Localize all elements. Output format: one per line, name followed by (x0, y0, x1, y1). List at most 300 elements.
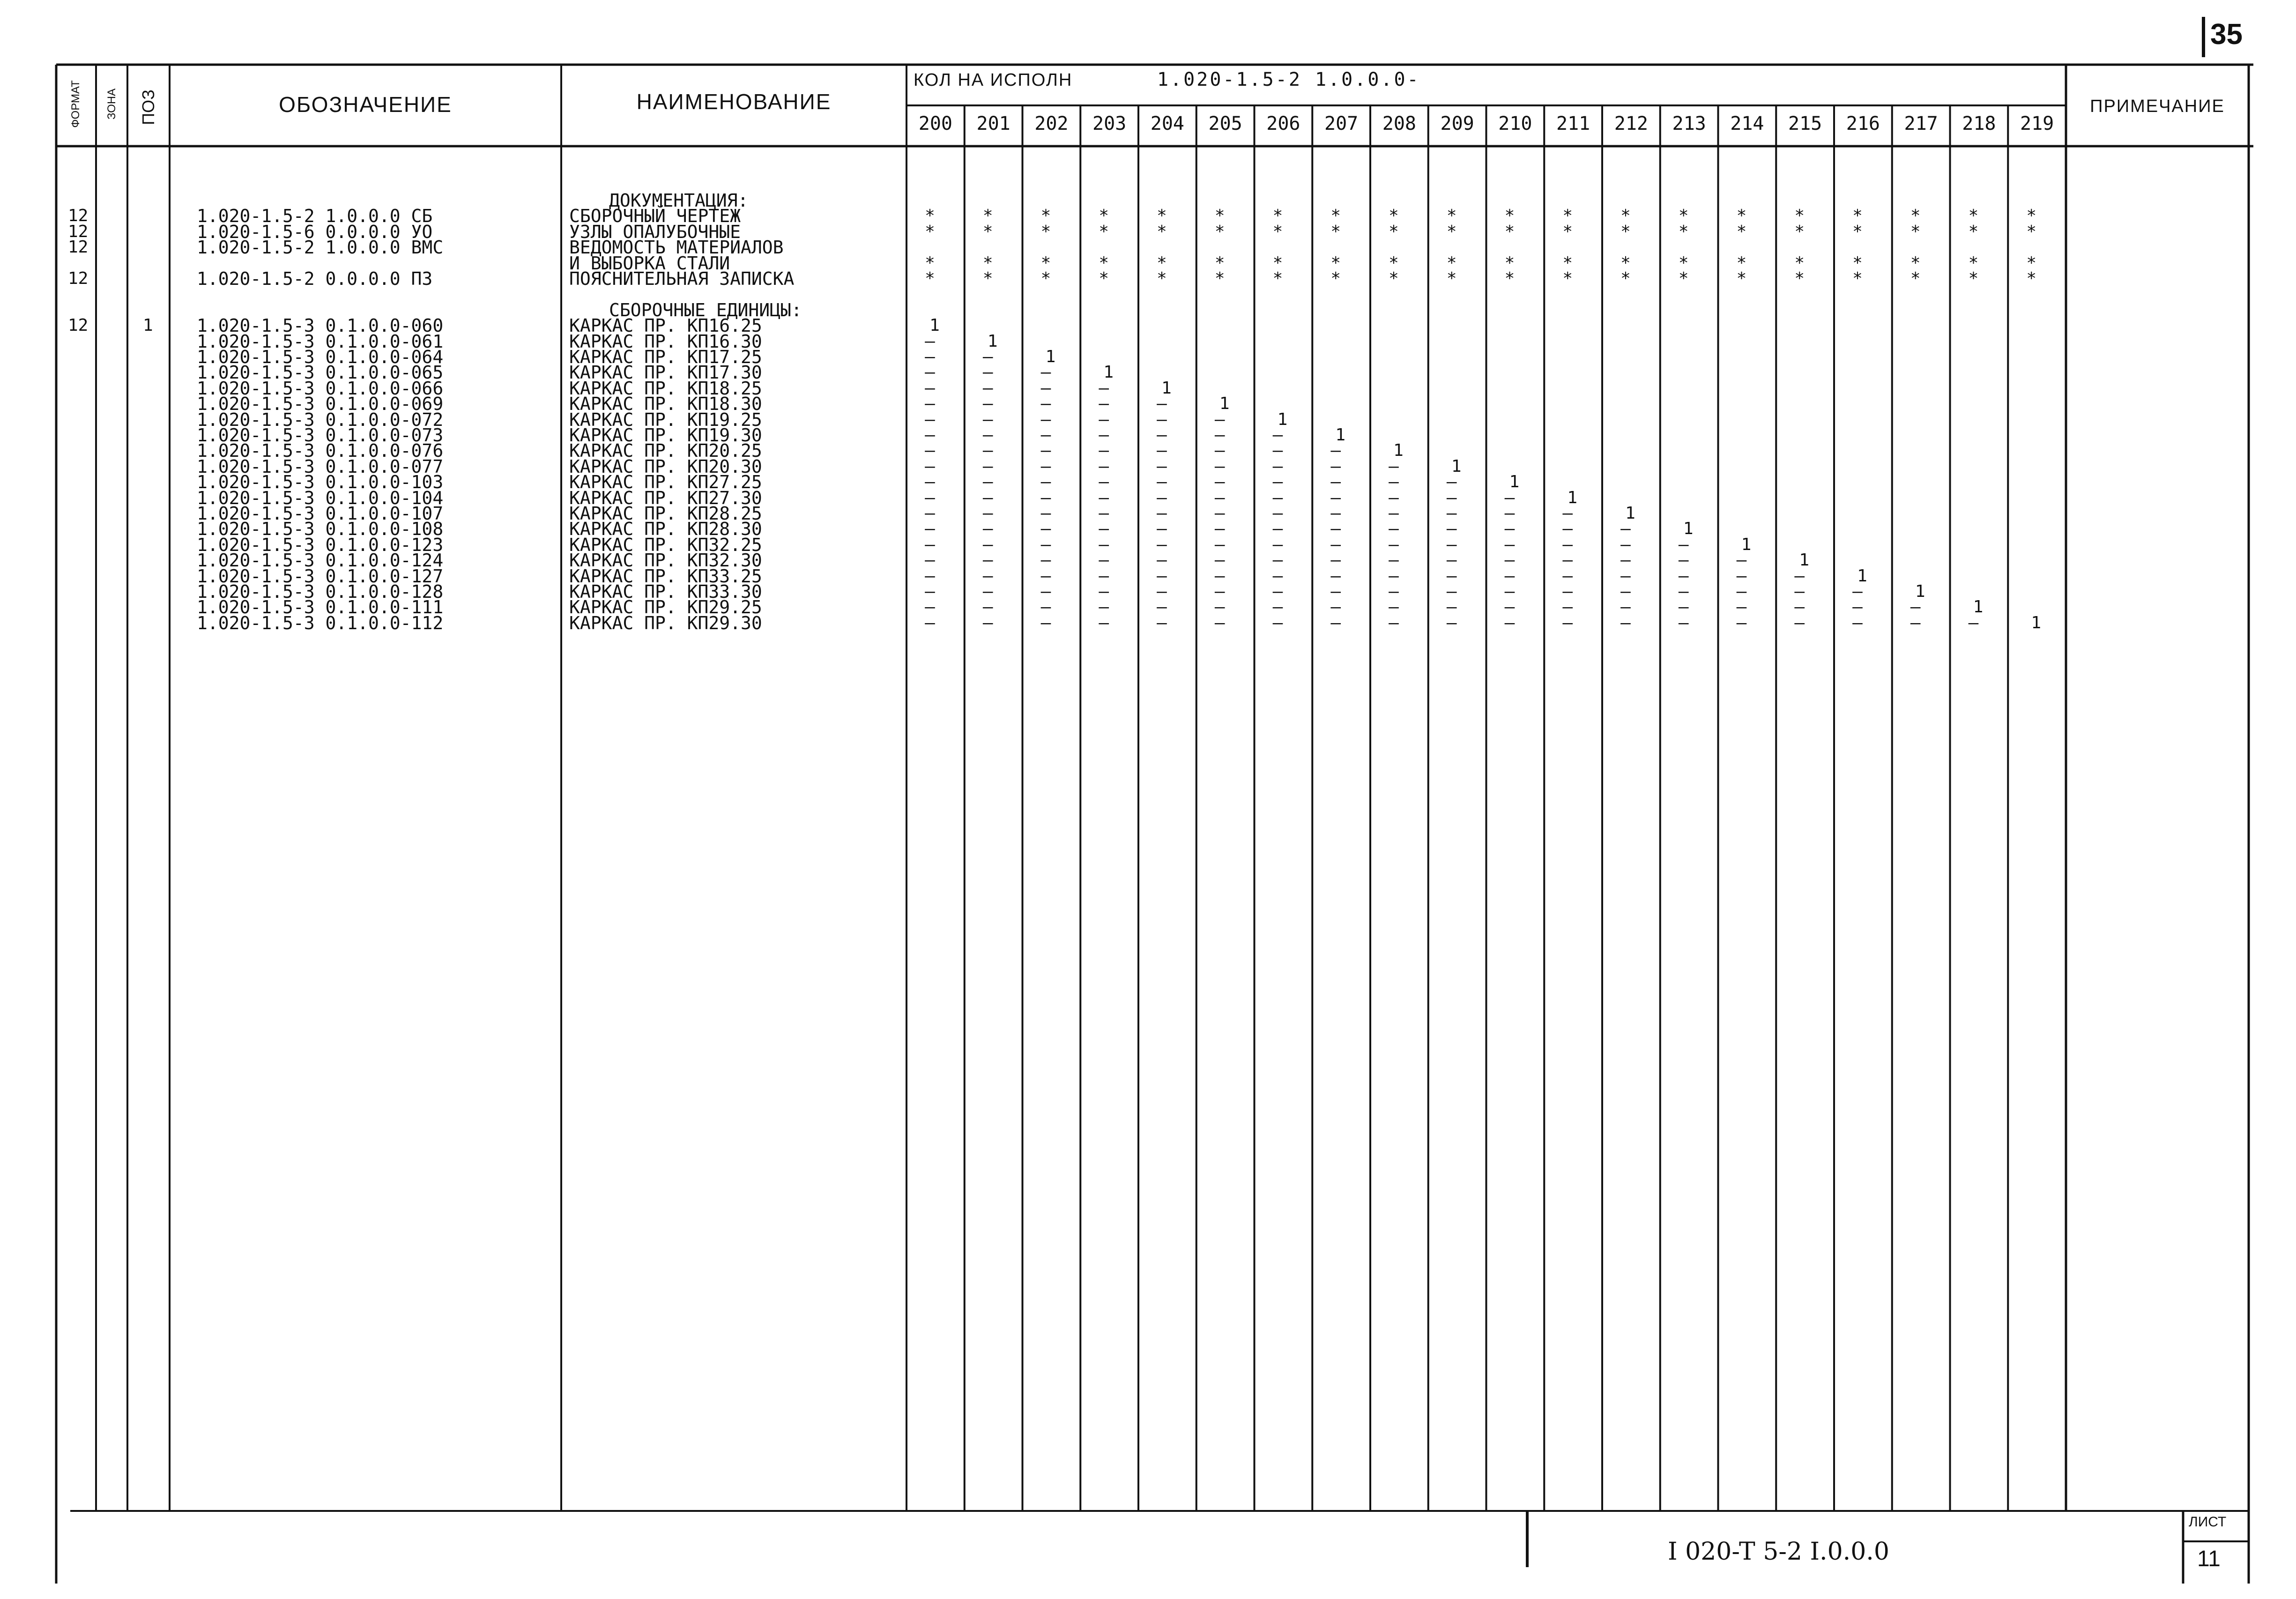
qty-cell: – (1330, 535, 1341, 554)
qty-cell: – (1620, 566, 1631, 586)
qty-cell: – (1040, 582, 1051, 601)
row-name: КАРКАС ПР. КП16.25 (569, 315, 762, 336)
variant-header-216: 216 (1846, 113, 1880, 134)
qty-cell: * (1040, 253, 1051, 273)
qty-cell: – (1272, 519, 1283, 539)
qty-cell: – (1446, 566, 1457, 586)
qty-cell: – (1620, 597, 1631, 617)
qty-cell: – (1040, 504, 1051, 523)
qty-cell: – (1678, 613, 1689, 632)
qty-cell: – (1504, 566, 1515, 586)
qty-cell: – (982, 409, 993, 429)
qty-cell: – (1562, 504, 1573, 523)
qty-cell: – (1040, 550, 1051, 570)
qty-cell: – (1446, 488, 1457, 507)
qty-cell: – (1330, 472, 1341, 492)
qty-cell: – (982, 550, 993, 570)
qty-cell: * (1736, 269, 1747, 288)
qty-cell: – (1794, 613, 1805, 632)
row-name: КАРКАС ПР. КП28.25 (569, 503, 762, 524)
row-name: КАРКАС ПР. КП29.30 (569, 612, 762, 633)
qty-cell: * (1040, 222, 1051, 241)
qty-cell: – (1099, 409, 1109, 429)
qty-cell: * (1678, 222, 1689, 241)
row-designation: 1.020-1.5-3 0.1.0.0-065 (197, 362, 444, 383)
variant-header-211: 211 (1556, 113, 1590, 134)
qty-cell: – (1504, 613, 1515, 632)
qty-cell: – (1157, 504, 1167, 523)
qty-cell: – (1157, 409, 1167, 429)
qty-cell: – (925, 597, 935, 617)
qty-cell: * (1620, 206, 1631, 226)
qty-cell: – (1330, 456, 1341, 476)
qty-cell: – (925, 582, 935, 601)
qty-cell: – (925, 363, 935, 382)
qty-cell: – (1157, 425, 1167, 445)
qty-cell: – (1214, 535, 1225, 554)
qty-cell: – (1040, 425, 1051, 445)
qty-cell: – (1389, 504, 1399, 523)
qty-cell: – (1910, 613, 1921, 632)
qty-cell: 1 (1741, 535, 1752, 554)
qty-cell: – (1504, 535, 1515, 554)
qty-cell: – (1099, 441, 1109, 461)
qty-cell: – (925, 613, 935, 632)
qty-cell: – (1446, 582, 1457, 601)
qty-cell: * (1157, 269, 1167, 288)
qty-cell: – (1562, 613, 1573, 632)
qty-cell: – (1214, 472, 1225, 492)
qty-cell: – (1446, 613, 1457, 632)
qty-cell: – (1040, 378, 1051, 398)
qty-cell: * (982, 222, 993, 241)
qty-cell: – (1214, 566, 1225, 586)
qty-cell: – (1620, 582, 1631, 601)
row-designation: 1.020-1.5-2 0.0.0.0 ПЗ (197, 268, 433, 289)
qty-cell: – (1214, 597, 1225, 617)
qty-cell: * (1214, 222, 1225, 241)
qty-cell: – (1214, 441, 1225, 461)
qty-cell: – (1040, 566, 1051, 586)
row-name: КАРКАС ПР. КП19.25 (569, 409, 762, 430)
qty-cell: – (1272, 597, 1283, 617)
row-name: КАРКАС ПР. КП29.25 (569, 597, 762, 618)
qty-cell: – (982, 363, 993, 382)
row-name: УЗЛЫ ОПАЛУБОЧНЫЕ (569, 221, 741, 242)
qty-cell: * (2026, 253, 2037, 273)
qty-cell: – (1157, 550, 1167, 570)
qty-cell: – (1852, 597, 1863, 617)
qty-cell: – (982, 566, 993, 586)
qty-cell: – (1678, 597, 1689, 617)
qty-cell: * (1968, 269, 1979, 288)
qty-cell: * (925, 269, 935, 288)
qty-cell: * (1389, 222, 1399, 241)
row-name: ВЕДОМОСТЬ МАТЕРИАЛОВ (569, 237, 784, 258)
qty-cell: * (1852, 222, 1863, 241)
qty-cell: – (1446, 597, 1457, 617)
qty-cell: * (1852, 269, 1863, 288)
row-designation: 1.020-1.5-3 0.1.0.0-123 (197, 534, 444, 555)
row-pos: 1 (143, 316, 153, 335)
qty-cell: – (1389, 566, 1399, 586)
row-designation: 1.020-1.5-3 0.1.0.0-108 (197, 519, 444, 540)
row-designation: 1.020-1.5-3 0.1.0.0-066 (197, 378, 444, 399)
col-name-header: НАИМЕНОВАНИЕ (636, 89, 832, 114)
qty-cell: * (1389, 253, 1399, 273)
qty-cell: * (1620, 253, 1631, 273)
variant-header-201: 201 (976, 113, 1011, 134)
qty-cell: * (1272, 253, 1283, 273)
qty-cell: – (1389, 582, 1399, 601)
row-designation: 1.020-1.5-3 0.1.0.0-124 (197, 550, 444, 571)
qty-cell: – (1446, 504, 1457, 523)
qty-cell: 1 (1973, 597, 1984, 617)
row-name: КАРКАС ПР. КП32.30 (569, 550, 762, 571)
qty-cell: * (1794, 206, 1805, 226)
qty-cell: – (1678, 582, 1689, 601)
qty-cell: * (1562, 269, 1573, 288)
row-name: КАРКАС ПР. КП27.30 (569, 487, 762, 508)
row-designation: 1.020-1.5-3 0.1.0.0-060 (197, 315, 444, 336)
qty-cell: – (1620, 519, 1631, 539)
qty-cell: – (1389, 597, 1399, 617)
qty-cell: – (982, 535, 993, 554)
qty-cell: 1 (1335, 425, 1346, 445)
qty-cell: 1 (1451, 456, 1462, 476)
qty-cell: – (1157, 566, 1167, 586)
qty-cell: – (1330, 582, 1341, 601)
qty-cell: 1 (1219, 394, 1230, 414)
qty-cell: – (982, 488, 993, 507)
qty-cell: – (1504, 488, 1515, 507)
qty-cell: – (1272, 566, 1283, 586)
row-designation: 1.020-1.5-6 0.0.0.0 УО (197, 221, 433, 242)
qty-cell: – (1330, 566, 1341, 586)
qty-cell: 1 (2031, 613, 2042, 632)
row-name: КАРКАС ПР. КП17.30 (569, 362, 762, 383)
qty-cell: * (2026, 222, 2037, 241)
qty-cell: – (1330, 597, 1341, 617)
qty-cell: * (1214, 253, 1225, 273)
qty-cell: 1 (1161, 378, 1172, 398)
row-designation: 1.020-1.5-3 0.1.0.0-076 (197, 440, 444, 461)
qty-cell: – (1620, 613, 1631, 632)
qty-cell: – (1852, 613, 1863, 632)
qty-cell: – (925, 409, 935, 429)
variant-header-202: 202 (1034, 113, 1069, 134)
qty-cell: – (1504, 582, 1515, 601)
qty-cell: – (1330, 504, 1341, 523)
qty-cell: 1 (1045, 347, 1056, 366)
sheet-label: ЛИСТ (2189, 1514, 2227, 1530)
qty-cell: * (982, 206, 993, 226)
qty-cell: * (925, 206, 935, 226)
qty-cell: * (1736, 222, 1747, 241)
qty-cell: * (1852, 206, 1863, 226)
qty-cell: – (925, 378, 935, 398)
qty-cell: * (1272, 206, 1283, 226)
qty-cell: – (1389, 472, 1399, 492)
row-name: КАРКАС ПР. КП16.30 (569, 331, 762, 352)
qty-cell: – (1157, 441, 1167, 461)
row-name: СБОРОЧНЫЙ ЧЕРТЕЖ (569, 206, 741, 227)
qty-cell: * (1040, 206, 1051, 226)
qty-cell: * (1794, 269, 1805, 288)
qty-cell: – (1736, 613, 1747, 632)
qty-cell: – (1157, 488, 1167, 507)
qty-cell: – (1620, 535, 1631, 554)
qty-cell: 1 (1393, 441, 1404, 461)
variant-header-219: 219 (2020, 113, 2054, 134)
qty-cell: – (1040, 456, 1051, 476)
qty-cell: – (1272, 472, 1283, 492)
qty-cell: * (1040, 269, 1051, 288)
col-pos-header: ПОЗ (139, 89, 158, 125)
qty-cell: * (1446, 206, 1457, 226)
qty-cell: – (1040, 597, 1051, 617)
row-name: КАРКАС ПР. КП17.25 (569, 347, 762, 367)
row-designation: 1.020-1.5-3 0.1.0.0-127 (197, 565, 444, 587)
section-heading: СБОРОЧНЫЕ ЕДИНИЦЫ: (609, 299, 802, 320)
row-name: КАРКАС ПР. КП19.30 (569, 425, 762, 446)
qty-cell: – (1040, 441, 1051, 461)
qty-cell: * (1968, 222, 1979, 241)
qty-cell: – (982, 472, 993, 492)
qty-cell: * (1389, 206, 1399, 226)
qty-cell: – (925, 472, 935, 492)
qty-cell: – (1562, 535, 1573, 554)
row-name: КАРКАС ПР. КП18.30 (569, 394, 762, 415)
qty-cell: – (925, 519, 935, 539)
row-name: КАРКАС ПР. КП33.30 (569, 581, 762, 602)
qty-cell: – (1040, 394, 1051, 414)
qty-cell: – (1272, 488, 1283, 507)
qty-cell: – (982, 597, 993, 617)
qty-cell: – (1736, 550, 1747, 570)
qty-cell: – (1330, 613, 1341, 632)
qty-cell: – (1157, 582, 1167, 601)
qty-cell: – (1389, 613, 1399, 632)
qty-cell: * (1910, 269, 1921, 288)
qty-cell: – (1446, 535, 1457, 554)
qty-cell: * (1562, 222, 1573, 241)
qty-cell: – (1099, 378, 1109, 398)
page-number: 35 (2210, 18, 2243, 51)
qty-cell: – (1157, 519, 1167, 539)
qty-cell: – (1214, 504, 1225, 523)
qty-cell: * (1214, 206, 1225, 226)
row-designation: 1.020-1.5-3 0.1.0.0-061 (197, 331, 444, 352)
qty-cell: – (1794, 582, 1805, 601)
row-name: КАРКАС ПР. КП20.25 (569, 440, 762, 461)
col-note-header: ПРИМЕЧАНИЕ (2090, 97, 2225, 116)
qty-cell: – (1214, 550, 1225, 570)
qty-cell: – (1272, 441, 1283, 461)
row-name: КАРКАС ПР. КП20.30 (569, 456, 762, 477)
qty-cell: – (1272, 504, 1283, 523)
row-name: И ВЫБОРКА СТАЛИ (569, 253, 730, 274)
qty-cell: – (1099, 425, 1109, 445)
qty-cell: * (982, 253, 993, 273)
qty-cell: – (1562, 550, 1573, 570)
qty-cell: – (1099, 613, 1109, 632)
qty-cell: – (1099, 472, 1109, 492)
row-name: КАРКАС ПР. КП28.30 (569, 519, 762, 540)
qty-cell: * (1620, 222, 1631, 241)
qty-cell: * (1504, 222, 1515, 241)
qty-cell: – (1678, 550, 1689, 570)
qty-cell: – (982, 347, 993, 366)
qty-cell: 1 (1625, 504, 1635, 523)
qty-cell: – (1678, 535, 1689, 554)
qty-cell: – (925, 441, 935, 461)
qty-cell: 1 (1857, 566, 1867, 586)
row-format: 12 (68, 222, 89, 241)
qty-cell: – (925, 504, 935, 523)
qty-cell: * (1330, 253, 1341, 273)
row-designation: 1.020-1.5-3 0.1.0.0-069 (197, 394, 444, 415)
qty-cell: – (1099, 582, 1109, 601)
qty-cell: – (1099, 519, 1109, 539)
qty-cell: * (1330, 206, 1341, 226)
qty-cell: – (1736, 582, 1747, 601)
qty-cell: – (1272, 550, 1283, 570)
qty-cell: * (1678, 253, 1689, 273)
qty-cell: 1 (1277, 409, 1288, 429)
qty-cell: * (1099, 253, 1109, 273)
qty-cell: – (1330, 441, 1341, 461)
qty-cell: – (1157, 535, 1167, 554)
qty-cell: – (1389, 488, 1399, 507)
qty-cell: * (1446, 222, 1457, 241)
qty-cell: * (1214, 269, 1225, 288)
qty-cell: – (925, 425, 935, 445)
row-designation: 1.020-1.5-3 0.1.0.0-107 (197, 503, 444, 524)
row-designation: 1.020-1.5-3 0.1.0.0-072 (197, 409, 444, 430)
qty-cell: – (982, 504, 993, 523)
qty-cell: – (1040, 409, 1051, 429)
row-designation: 1.020-1.5-3 0.1.0.0-077 (197, 456, 444, 477)
qty-cell: – (982, 456, 993, 476)
variant-header-213: 213 (1672, 113, 1706, 134)
qty-cell: * (1330, 269, 1341, 288)
qty-cell: * (1504, 253, 1515, 273)
qty-cell: – (1099, 597, 1109, 617)
qty-cell: – (1040, 519, 1051, 539)
qty-cell: * (1389, 269, 1399, 288)
qty-cell: – (1157, 613, 1167, 632)
variant-header-204: 204 (1150, 113, 1184, 134)
qty-cell: * (1157, 253, 1167, 273)
qty-cell: – (982, 519, 993, 539)
qty-cell: * (1504, 206, 1515, 226)
qty-cell: * (1330, 222, 1341, 241)
qty-cell: * (1852, 253, 1863, 273)
qty-cell: * (925, 253, 935, 273)
qty-cell: – (925, 347, 935, 366)
qty-cell: – (1040, 472, 1051, 492)
qty-cell: – (1330, 550, 1341, 570)
qty-cell: 1 (1799, 550, 1810, 570)
row-name: КАРКАС ПР. КП32.25 (569, 534, 762, 555)
qty-cell: – (925, 488, 935, 507)
qty-cell: * (1794, 222, 1805, 241)
qty-cell: * (925, 222, 935, 241)
qty-cell: * (2026, 269, 2037, 288)
qty-cell: – (1446, 550, 1457, 570)
qty-cell: * (1446, 253, 1457, 273)
row-designation: 1.020-1.5-2 1.0.0.0 ВМС (197, 237, 444, 258)
qty-cell: – (1214, 582, 1225, 601)
qty-cell: – (982, 394, 993, 414)
sheet-number: 11 (2197, 1547, 2221, 1571)
variant-header-205: 205 (1208, 113, 1242, 134)
qty-cell: * (1910, 253, 1921, 273)
qty-cell: – (982, 425, 993, 445)
qty-cell: – (1272, 456, 1283, 476)
qty-cell: – (925, 566, 935, 586)
col-designation-header: ОБОЗНАЧЕНИЕ (279, 92, 452, 117)
qty-cell: – (1214, 488, 1225, 507)
variant-header-203: 203 (1092, 113, 1127, 134)
qty-cell: – (925, 331, 935, 351)
row-format: 12 (68, 269, 89, 288)
qty-cell: – (982, 378, 993, 398)
row-designation: 1.020-1.5-3 0.1.0.0-064 (197, 347, 444, 367)
qty-cell: * (1736, 253, 1747, 273)
qty-cell: 1 (929, 316, 940, 335)
qty-cell: * (1678, 269, 1689, 288)
qty-cell: – (1157, 394, 1167, 414)
qty-cell: – (1562, 566, 1573, 586)
col-format-header: ФОРМАТ (69, 80, 82, 128)
row-format: 12 (68, 316, 89, 335)
row-name: ПОЯСНИТЕЛЬНАЯ ЗАПИСКА (569, 268, 795, 289)
qty-cell: – (1620, 550, 1631, 570)
qty-cell: – (1040, 488, 1051, 507)
qty-cell: – (1099, 456, 1109, 476)
stamp-code: I 020-T 5-2 I.0.0.0 (1668, 1538, 1889, 1566)
qty-cell: – (1099, 488, 1109, 507)
qty-cell: * (1910, 206, 1921, 226)
qty-cell: * (982, 269, 993, 288)
variant-header-214: 214 (1730, 113, 1764, 134)
qty-cell: – (1504, 597, 1515, 617)
qty-cell: * (1968, 253, 1979, 273)
row-designation: 1.020-1.5-3 0.1.0.0-112 (197, 612, 444, 633)
qty-cell: – (1794, 597, 1805, 617)
qty-cell: – (1214, 409, 1225, 429)
qty-cell: – (1157, 456, 1167, 476)
qty-cell: – (1968, 613, 1979, 632)
qty-cell: – (925, 550, 935, 570)
qty-cell: – (1736, 566, 1747, 586)
variant-header-218: 218 (1962, 113, 1996, 134)
qty-cell: * (1620, 269, 1631, 288)
qty-cell: – (1389, 456, 1399, 476)
variant-header-207: 207 (1324, 113, 1359, 134)
variant-header-208: 208 (1382, 113, 1416, 134)
qty-cell: – (982, 613, 993, 632)
qty-cell: – (1504, 504, 1515, 523)
qty-cell: – (1504, 519, 1515, 539)
variant-header-200: 200 (918, 113, 952, 134)
qty-cell: – (1794, 566, 1805, 586)
qty-cell: * (1099, 206, 1109, 226)
row-designation: 1.020-1.5-3 0.1.0.0-103 (197, 472, 444, 493)
qty-cell: – (1214, 613, 1225, 632)
